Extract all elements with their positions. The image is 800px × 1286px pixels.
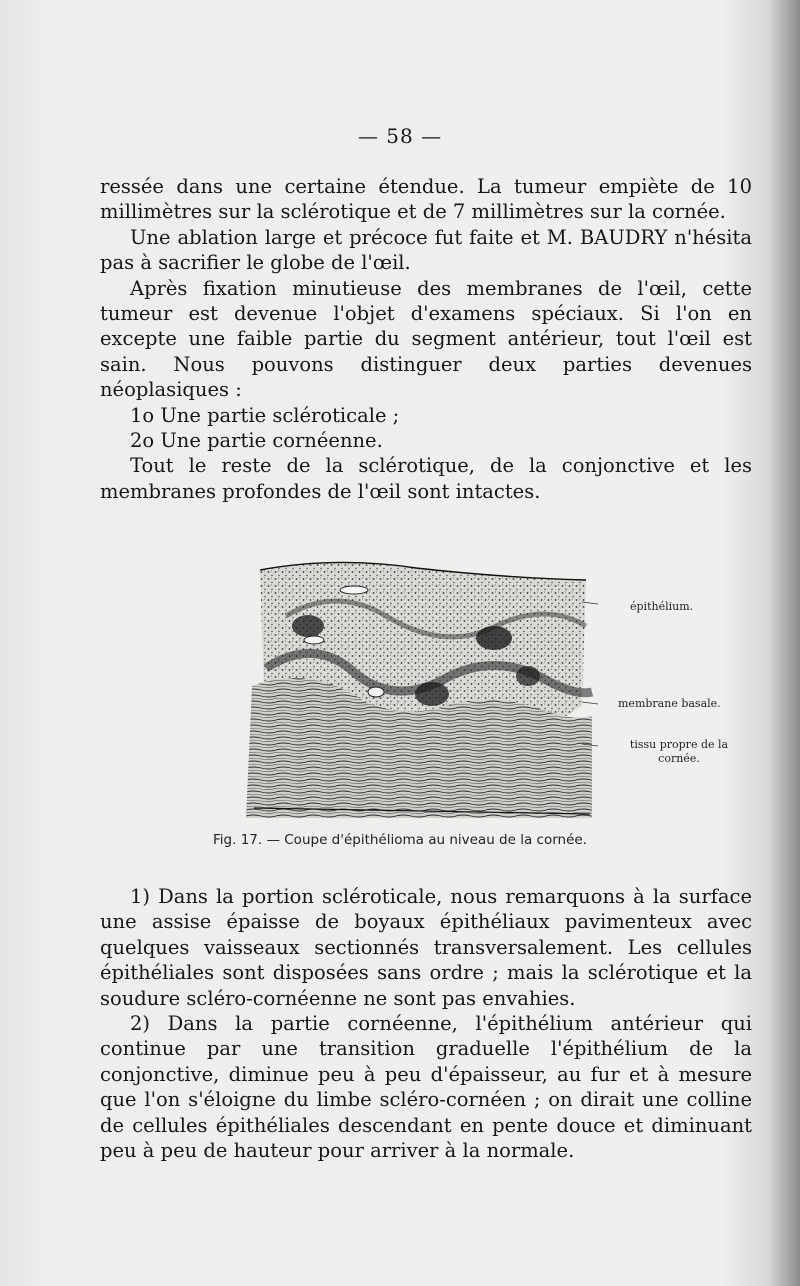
list-item-scleroticale: 1o Une partie scléroticale ; (130, 403, 400, 427)
label-epithelium: épithélium. (630, 600, 694, 613)
paragraph-intact: Tout le reste de la sclérotique, de la conjonctive et les membranes profondes de l'œil sont intactes. (100, 454, 752, 503)
lower-text (100, 884, 752, 1163)
paragraph-ablation: Une ablation large et précoce fut faite et M. BAUDRY n'hésita pas à sacrifier le globe de l'œil. (100, 225, 752, 275)
histology-figure (246, 556, 598, 824)
label-membrane-basale: membrane basale. (618, 697, 721, 710)
paragraph-continuation: ressée dans une certaine étendue. La tumeur empiète de 10 millimètres sur la sclérotique et de 7 millimètres sur la cornée. (100, 175, 752, 224)
upper-text (100, 174, 752, 504)
epithelioma-section-drawing (246, 556, 598, 824)
figure-caption: Fig. 17. — Coupe d'épithélioma au niveau de la cornée. (213, 832, 587, 848)
list-item-corneenne: 2o Une partie cornéenne. (130, 429, 383, 453)
page-number: — 58 — (357, 124, 443, 148)
label-tissu-propre: tissu propre de la cornée. (629, 738, 729, 765)
paragraph-partie-corneenne: 2) Dans la partie cornéenne, l'épithélium antérieur qui continue par une transition graduelle l'épithélium de la conjonctive, diminue peu à peu d'épaisseur, au fur et à mesure que l'on s'éloigne du limbe scléro-cornéen ; on dirait une colline de cellules épithéliales descendant en pente douce et diminuant peu à peu de hauteur pour arriver à la normale. (100, 1012, 752, 1163)
paragraph-portion-scleroticale: 1) Dans la portion scléroticale, nous remarquons à la surface une assise épaisse de boyaux épithéliaux pavimenteux avec quelques vaisseaux sectionnés transversalement. Les cellules épithéliales sont disposées sans ordre ; mais la sclérotique et la soudure scléro-cornéenne ne sont pas envahies. (100, 885, 752, 1010)
paragraph-fixation: Après fixation minutieuse des membranes de l'œil, cette tumeur est devenue l'objet d'examens spéciaux. Si l'on en excepte une faible partie du segment antérieur, tout l'œil est sain. Nous pouvons distinguer deux parties devenues néoplasiques : (100, 276, 752, 402)
